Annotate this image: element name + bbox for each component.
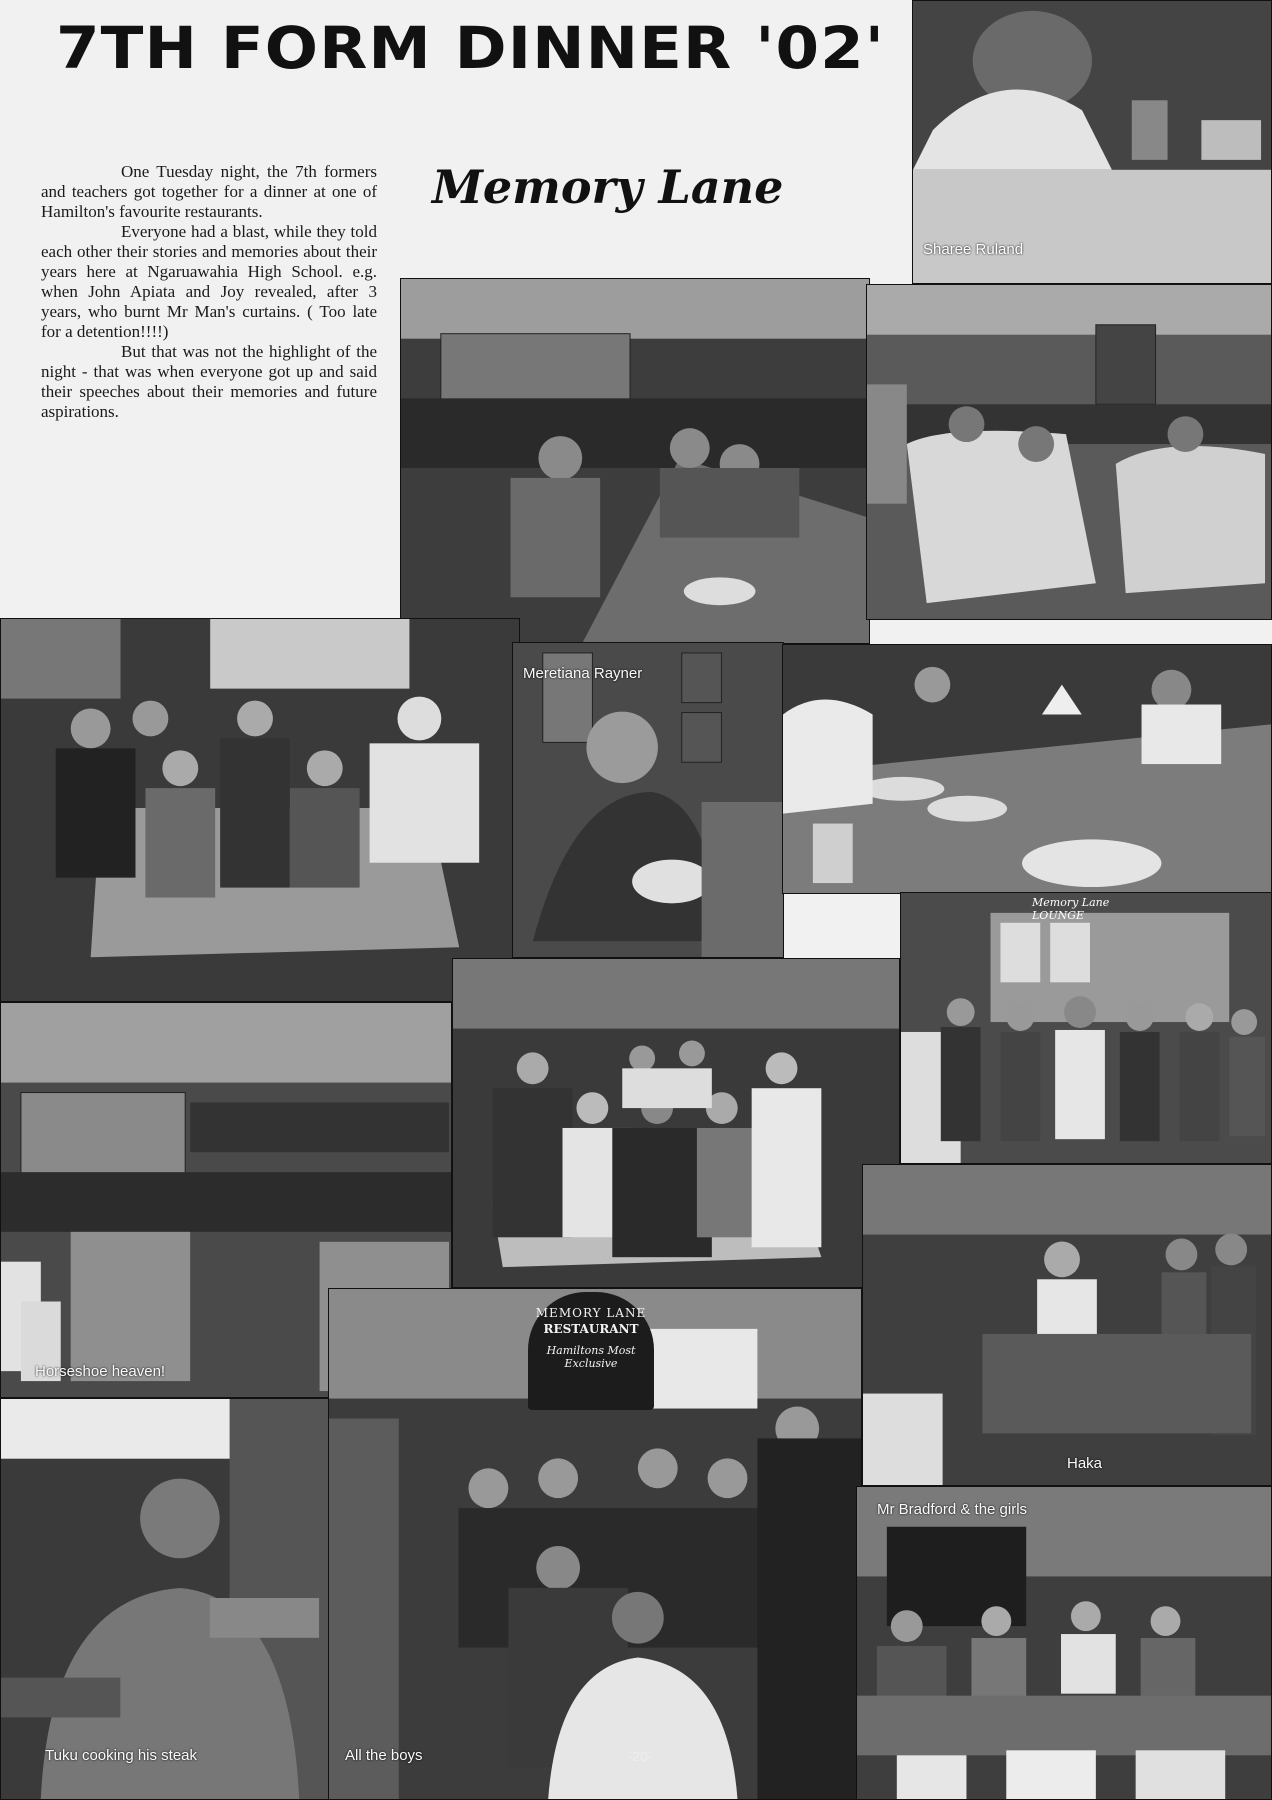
photo-meretiana	[512, 642, 784, 958]
page-title: 7TH FORM DINNER '02'	[56, 14, 886, 82]
page-number: -20-	[627, 1748, 653, 1764]
photo-bradford	[856, 1486, 1272, 1800]
page-subtitle: Memory Lane	[432, 160, 784, 214]
caption-horseshoe: Horseshoe heaven!	[35, 1363, 166, 1380]
photo-haka	[862, 1164, 1272, 1486]
article-paragraph: Everyone had a blast, while they told each other their stories and memories about their years here at Ngaruawahia High School. e.g. when John Apiata and Joy revealed, after 3 years, who burnt Mr Man's curtains. ( Too late for a detention!!!!)	[41, 222, 377, 341]
photo-girls-couch	[0, 618, 520, 1002]
restaurant-sign	[528, 1292, 654, 1410]
sign-line-3: Hamiltons Most Exclusive	[546, 1344, 636, 1370]
caption-all-the-boys: All the boys	[345, 1747, 423, 1764]
lounge-neon-sign: Memory Lane LOUNGE	[1032, 896, 1110, 922]
caption-sharee: Sharee Ruland	[923, 241, 1024, 258]
photo-dining-table	[782, 644, 1272, 894]
sign-line-1: MEMORY LANE	[535, 1306, 647, 1320]
caption-meretiana: Meretiana Rayner	[523, 665, 643, 682]
photo-group-couch	[452, 958, 900, 1288]
caption-tuku: Tuku cooking his steak	[45, 1747, 198, 1764]
photo-tuku	[0, 1398, 330, 1800]
article-text	[41, 162, 377, 422]
caption-bradford: Mr Bradford & the girls	[877, 1501, 1028, 1518]
photo-restaurant-table	[400, 278, 870, 644]
photo-sharee	[912, 0, 1272, 284]
article-paragraph: One Tuesday night, the 7th formers and teachers got together for a dinner at one of Hamilton's favourite restaurants.	[41, 162, 377, 221]
article-paragraph: But that was not the highlight of the night - that was when everyone got up and said their speeches about their memories and future aspirations.	[41, 342, 377, 421]
caption-haka: Haka	[1067, 1455, 1103, 1472]
photo-lounge	[866, 284, 1272, 620]
sign-line-2: RESTAURANT	[543, 1322, 639, 1336]
